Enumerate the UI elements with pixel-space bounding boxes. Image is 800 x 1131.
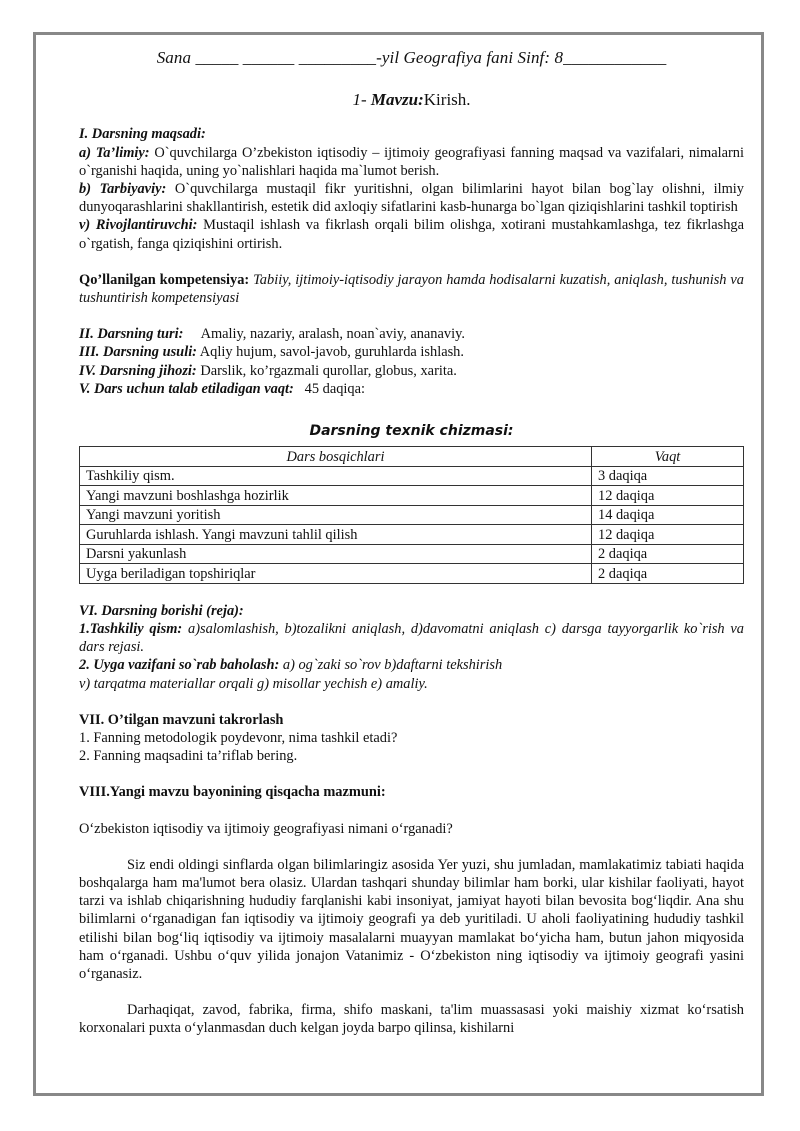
info-text: Aqliy hujum, savol-javob, guruhlarda ishlash. <box>196 344 464 361</box>
tech-chart-table <box>79 446 744 584</box>
goal-label: a) Ta’limiy: <box>79 144 150 161</box>
topic-heading <box>79 91 744 109</box>
summary-paragraph-1: Siz endi oldingi sinflarda olgan bilimlaringiz asosida Yer yuzi, shu jumladan, mamlakatimiz tabiati haqida boshqalarga ham ma'lumot bera olasiz. Ulardan tashqari shunday bilimlar ham borki, ular kishilar faoliyati, hayot tarzi va ishlab chiqarishning hududiy farqlanishi kabi insoniyat, jamiyat hayoti bilan bevosita bog‘liqdir. Ana shu bilimlarni o‘rganadigan fan iqtisodiy va ijtimoiy geografi ya deb yuritiladi. U aholi faoliyatining hududiy tashkil etilishi bilan bog‘liq iqtisodiy va ijtimoiy masalalarni muayyan mamlakat bo‘yicha ham, butun jahon miqyosida ham o‘rganadi. Ushbu o‘quv yilida jonajon Vatanimiz - O‘zbekiston ning iqtisodiy va ijtimoiy geografi yasini o‘rganasiz. <box>79 856 744 982</box>
info-label: V. Dars uchun talab etiladigan vaqt: <box>79 380 294 397</box>
column-header-stages: Dars bosqichlari <box>80 447 592 467</box>
goals-heading: I. Darsning maqsadi: <box>79 126 206 143</box>
goal-text: O`quvchilarga O’zbekiston iqtisodiy – ijtimoiy geografiyasi fanning maqsad va vazifalari, nimalarni o`rganishi haqida, uning yo`nalishlari haqida ma`lumot berish. <box>79 144 744 179</box>
info-label: II. Darsning turi: <box>79 326 184 343</box>
time-cell: 14 daqiqa <box>592 505 744 525</box>
competence-label: Qo’llanilgan kompetensiya: <box>79 271 250 288</box>
plan-item-2 <box>79 656 744 674</box>
info-label: III. Darsning usuli: <box>79 344 197 361</box>
plan-item-label: 2. Uyga vazifani so`rab baholash: <box>79 657 280 674</box>
info-text: Darslik, ko’rgazmali qurollar, globus, xarita. <box>196 362 457 379</box>
table-row <box>80 564 744 584</box>
table-row <box>80 505 744 525</box>
stage-cell: Yangi mavzuni yoritish <box>80 505 592 525</box>
info-text: 45 daqiqa: <box>293 380 365 397</box>
goal-developmental <box>79 216 744 252</box>
review-question: 2. Fanning maqsadini ta’riflab bering. <box>79 748 298 765</box>
document-content <box>79 49 744 1038</box>
info-label: IV. Darsning jihozi: <box>79 362 197 379</box>
plan-item-2-continued: v) tarqatma materiallar orqali g) misollar yechish e) amaliy. <box>79 675 428 692</box>
info-text: Amaliy, nazariy, aralash, noan`aviy, ananaviy. <box>183 326 465 343</box>
plan-item-text: a) og`zaki so`rov b)daftarni tekshirish <box>279 657 503 674</box>
topic-label: Mavzu: <box>370 90 424 110</box>
lesson-type <box>79 325 744 343</box>
stage-cell: Guruhlarda ishlash. Yangi mavzuni tahlil qilish <box>80 525 592 545</box>
goal-text: O`quvchilarga mustaqil fikr yuritishni, olgan bilimlarini hayot bilan bog`lay olishni, ilmiy dunyoqarashlarini shakllantirish, estetik did axloqiy sifatlarini kasb-hunarga bo`lgan qiziqishlarini tashkil toptirish <box>79 181 744 216</box>
goal-educational <box>79 144 744 180</box>
goal-label: b) Tarbiyaviy: <box>79 181 167 198</box>
lesson-equipment <box>79 362 744 380</box>
document-page <box>33 32 764 1096</box>
time-cell: 12 daqiqa <box>592 525 744 545</box>
stage-cell: Darsni yakunlash <box>80 544 592 564</box>
summary-paragraph-2: Darhaqiqat, zavod, fabrika, firma, shifo maskani, ta'lim muassasasi yoki maishiy xizmat ko‘rsatish korxonalari puxta o‘ylanmasdan duch kelgan joyda barpo qilinsa, kishilarni <box>79 1002 744 1037</box>
topic-number: 1- <box>352 90 371 110</box>
stage-cell: Yangi mavzuni boshlashga hozirlik <box>80 486 592 506</box>
review-heading: VII. O’tilgan mavzuni takrorlash <box>79 711 284 728</box>
time-cell: 2 daqiqa <box>592 564 744 584</box>
time-cell: 12 daqiqa <box>592 486 744 506</box>
tech-chart-title: Darsning texnik chizmasi: <box>309 423 514 440</box>
time-cell: 3 daqiqa <box>592 466 744 486</box>
table-row <box>80 525 744 545</box>
plan-heading: VI. Darsning borishi (reja): <box>79 602 244 619</box>
table-header-row <box>80 447 744 467</box>
table-row <box>80 466 744 486</box>
review-question: 1. Fanning metodologik poydevonr, nima tashkil etadi? <box>79 729 398 746</box>
summary-question: O‘zbekiston iqtisodiy va ijtimoiy geografiyasi nimani o‘rganadi? <box>79 820 453 837</box>
column-header-time: Vaqt <box>592 447 744 467</box>
competence-text: Tabiiy, ijtimoiy-iqtisodiy jarayon hamda hodisalarni kuzatish, aniqlash, tushunish va tushuntirish kompetensiyasi <box>79 271 744 307</box>
table-row <box>80 544 744 564</box>
stage-cell: Uyga beriladigan topshiriqlar <box>80 564 592 584</box>
plan-item-text: a)salomlashish, b)tozalikni aniqlash, d)davomatni aniqlash c) darsga tayyorgarlik ko`rish va dars rejasi. <box>79 620 745 656</box>
goal-upbringing <box>79 180 744 216</box>
plan-item-1 <box>79 620 744 656</box>
plan-item-label: 1.Tashkiliy qism: <box>79 620 183 637</box>
goal-label: v) Rivojlantiruvchi: <box>79 217 198 234</box>
topic-title: Kirish. <box>423 90 471 110</box>
time-cell: 2 daqiqa <box>592 544 744 564</box>
header-line: Sana _____ ______ _________-yil Geografiya fani Sinf: 8____________ <box>156 48 667 67</box>
summary-heading: VIII.Yangi mavzu bayonining qisqacha mazmuni: <box>79 784 386 801</box>
lesson-time <box>79 380 744 398</box>
competence-paragraph <box>79 271 744 307</box>
table-row <box>80 486 744 506</box>
lesson-method <box>79 343 744 361</box>
stage-cell: Tashkiliy qism. <box>80 466 592 486</box>
goal-text: Mustaqil ishlash va fikrlash orqali bilim olishga, xotirani mustahkamlashga, tez fikrlashga o`rgatish, fanga qiziqishini ortirish. <box>79 217 744 252</box>
